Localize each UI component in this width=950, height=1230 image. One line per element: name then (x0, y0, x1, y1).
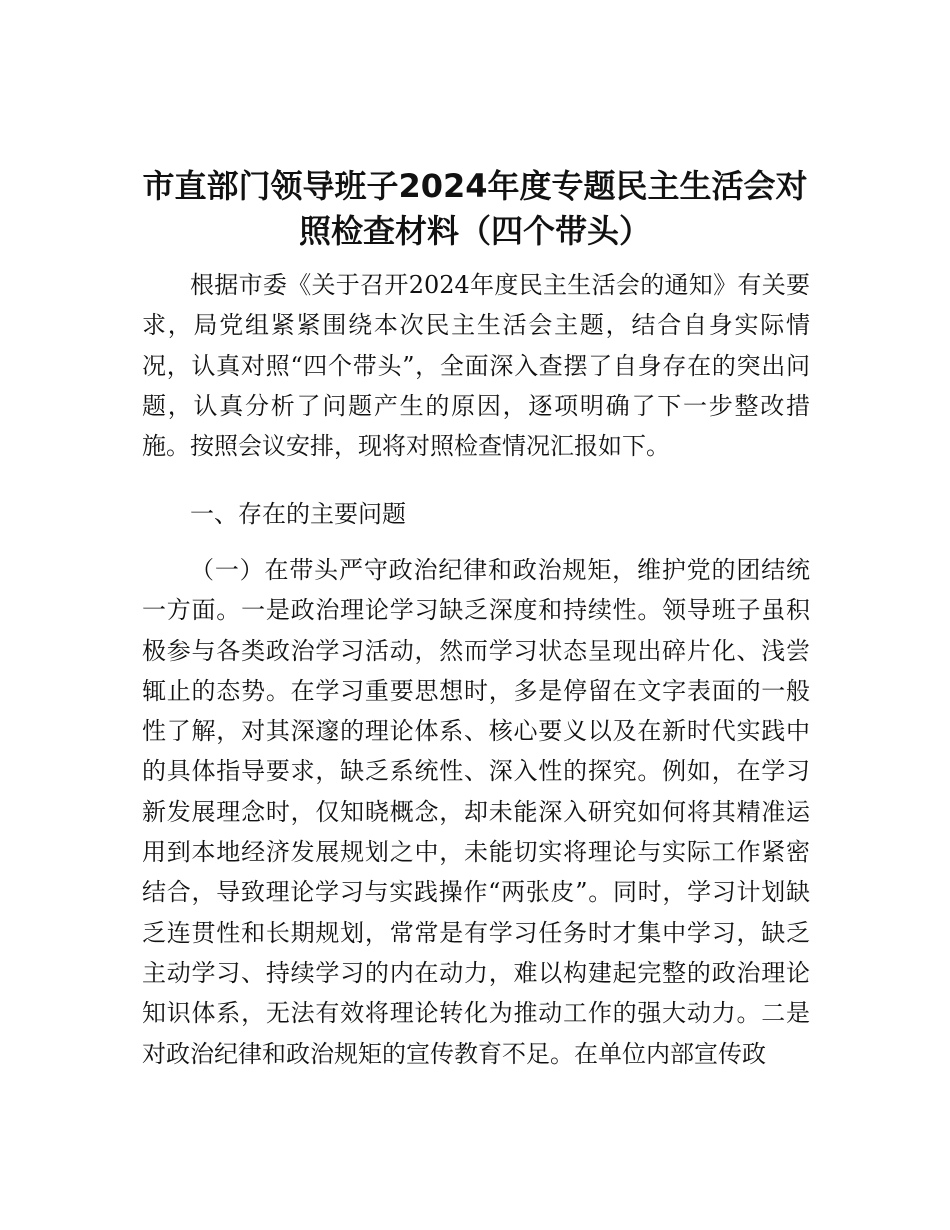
section-paragraph: （一）在带头严守政治纪律和政治规矩，维护党的团结统一方面。一是政治理论学习缺乏深度和持续性。领导班子虽积极参与各类政治学习活动，然而学习状态呈现出碎片化、浅尝辄止的态势。在学习重要思想时，多是停留在文字表面的一般性了解，对其深邃的理论体系、核心要义以及在新时代实践中的具体指导要求，缺乏系统性、深入性的探究。例如，在学习新发展理念时，仅知晓概念，却未能深入研究如何将其精准运用到本地经济发展规划之中，未能切实将理论与实际工作紧密结合，导致理论学习与实践操作“两张皮”。同时，学习计划缺乏连贯性和长期规划，常常是有学习任务时才集中学习，缺乏主动学习、持续学习的内在动力，难以构建起完整的政治理论知识体系，无法有效将理论转化为推动工作的强大动力。二是对政治纪律和政治规矩的宣传教育不足。在单位内部宣传政 (142, 556, 810, 1068)
document-title-line-1: 市直部门领导班子2024年度专题民主生活会对 (142, 167, 808, 205)
document-title (0, 164, 950, 254)
intro-paragraph: 根据市委《关于召开2024年度民主生活会的通知》有关要求，局党组紧紧围绕本次民主生活会主题，结合自身实际情况，认真对照“四个带头”，全面深入查摆了自身存在的突出问题，认真分析了问题产生的原因，逐项明确了下一步整改措施。按照会议安排，现将对照检查情况汇报如下。 (142, 271, 810, 461)
document-title-line-2: 照检查材料（四个带头） (298, 212, 651, 250)
section-heading: 一、存在的主要问题 (190, 500, 406, 528)
